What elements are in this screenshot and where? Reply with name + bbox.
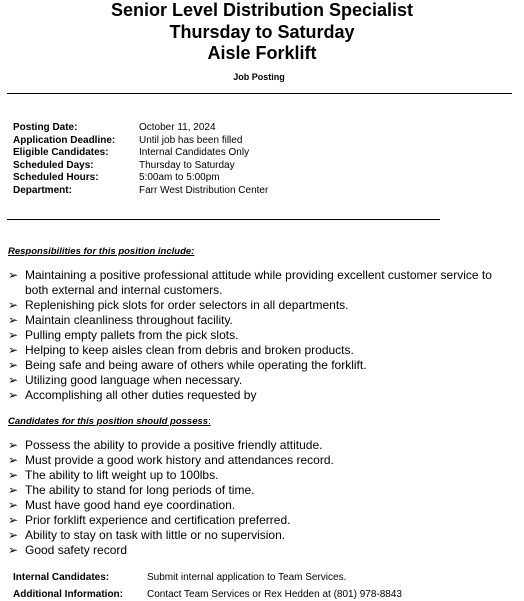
list-item-text: Ability to stay on task with little or no supervision. xyxy=(25,528,286,542)
detail-label: Eligible Candidates: xyxy=(13,147,109,158)
list-item xyxy=(8,268,516,298)
arrow-bullet-icon: ➢ xyxy=(8,313,19,327)
list-item-text: Being safe and being aware of others while operating the forklift. xyxy=(25,358,367,372)
arrow-bullet-icon: ➢ xyxy=(8,528,19,542)
arrow-bullet-icon: ➢ xyxy=(8,498,19,512)
arrow-bullet-icon: ➢ xyxy=(8,453,19,467)
list-item xyxy=(8,388,516,403)
list-item xyxy=(8,513,516,528)
detail-value: October 11, 2024 xyxy=(139,122,216,133)
detail-label: Scheduled Hours: xyxy=(13,172,99,183)
list-item-text: Maintaining a positive professional attitude while providing excellent customer service to both external and internal customers. xyxy=(25,268,492,297)
arrow-bullet-icon: ➢ xyxy=(8,483,19,497)
detail-row xyxy=(13,122,268,135)
list-item-text: Must provide a good work history and attendances record. xyxy=(25,453,334,467)
posting-details xyxy=(13,122,268,197)
list-item xyxy=(8,313,516,328)
list-item xyxy=(8,453,516,468)
list-item-text: The ability to lift weight up to 100lbs. xyxy=(25,468,219,482)
list-item-text: Prior forklift experience and certification preferred. xyxy=(25,513,291,527)
detail-row xyxy=(13,172,268,185)
candidates-list xyxy=(8,438,516,558)
detail-row xyxy=(13,160,268,173)
list-item xyxy=(8,543,516,558)
responsibilities-heading: Responsibilities for this position include: xyxy=(8,246,195,257)
job-title-line-1: Senior Level Distribution Specialist xyxy=(110,0,414,20)
footer-label: Internal Candidates: xyxy=(13,572,110,583)
candidates-heading-colon: : xyxy=(208,416,211,427)
section-divider xyxy=(7,219,440,220)
list-item xyxy=(8,468,516,483)
list-item xyxy=(8,438,516,453)
detail-value: Farr West Distribution Center xyxy=(139,184,269,196)
arrow-bullet-icon: ➢ xyxy=(8,438,19,452)
list-item-text: Pulling empty pallets from the pick slots. xyxy=(25,328,239,342)
detail-row xyxy=(13,185,268,198)
detail-value: Thursday to Saturday xyxy=(139,159,235,171)
list-item-text: Accomplishing all other duties requested by xyxy=(25,388,257,402)
list-item xyxy=(8,328,516,343)
list-item-text: Good safety record xyxy=(25,543,128,557)
list-item-text: Possess the ability to provide a positive friendly attitude. xyxy=(25,438,323,452)
responsibilities-list xyxy=(8,268,516,403)
arrow-bullet-icon: ➢ xyxy=(8,358,19,372)
detail-label: Department: xyxy=(13,184,72,196)
arrow-bullet-icon: ➢ xyxy=(8,298,19,312)
arrow-bullet-icon: ➢ xyxy=(8,543,19,557)
detail-label: Scheduled Days: xyxy=(13,159,94,171)
list-item xyxy=(8,373,516,388)
top-divider xyxy=(7,93,512,94)
arrow-bullet-icon: ➢ xyxy=(8,268,19,282)
list-item-text: Helping to keep aisles clean from debris and broken products. xyxy=(25,343,354,357)
detail-label: Posting Date: xyxy=(13,122,78,133)
arrow-bullet-icon: ➢ xyxy=(8,328,19,342)
detail-row xyxy=(13,135,268,148)
list-item xyxy=(8,358,516,373)
footer-row xyxy=(13,589,402,601)
footer-value: Submit internal application to Team Services. xyxy=(147,572,347,583)
list-item xyxy=(8,298,516,313)
list-item xyxy=(8,498,516,513)
arrow-bullet-icon: ➢ xyxy=(8,468,19,482)
list-item-text: Utilizing good language when necessary. xyxy=(25,373,243,387)
footer-row xyxy=(13,572,346,584)
list-item xyxy=(8,528,516,543)
list-item-text: The ability to stand for long periods of time. xyxy=(25,483,255,497)
candidates-heading xyxy=(8,416,211,427)
detail-value: Internal Candidates Only xyxy=(139,147,250,158)
arrow-bullet-icon: ➢ xyxy=(8,513,19,527)
detail-value: Until job has been filled xyxy=(139,134,243,146)
job-title-line-3: Aisle Forklift xyxy=(207,43,317,63)
list-item-text: Must have good hand eye coordination. xyxy=(25,498,236,512)
job-title-line-2: Thursday to Saturday xyxy=(169,22,355,42)
arrow-bullet-icon: ➢ xyxy=(8,343,19,357)
document-subtitle: Job Posting xyxy=(233,72,285,82)
list-item xyxy=(8,483,516,498)
arrow-bullet-icon: ➢ xyxy=(8,388,19,402)
list-item xyxy=(8,343,516,358)
footer-value: Contact Team Services or Rex Hedden at (801) 978-8843 xyxy=(147,589,402,600)
detail-value: 5:00am to 5:00pm xyxy=(139,172,220,183)
footer-label: Additional Information: xyxy=(13,589,123,600)
candidates-heading-text: Candidates for this position should possess xyxy=(8,416,209,427)
detail-row xyxy=(13,147,268,160)
arrow-bullet-icon: ➢ xyxy=(8,373,19,387)
list-item-text: Maintain cleanliness throughout facility. xyxy=(25,313,233,327)
detail-label: Application Deadline: xyxy=(13,134,116,146)
list-item-text: Replenishing pick slots for order selectors in all departments. xyxy=(25,298,349,312)
